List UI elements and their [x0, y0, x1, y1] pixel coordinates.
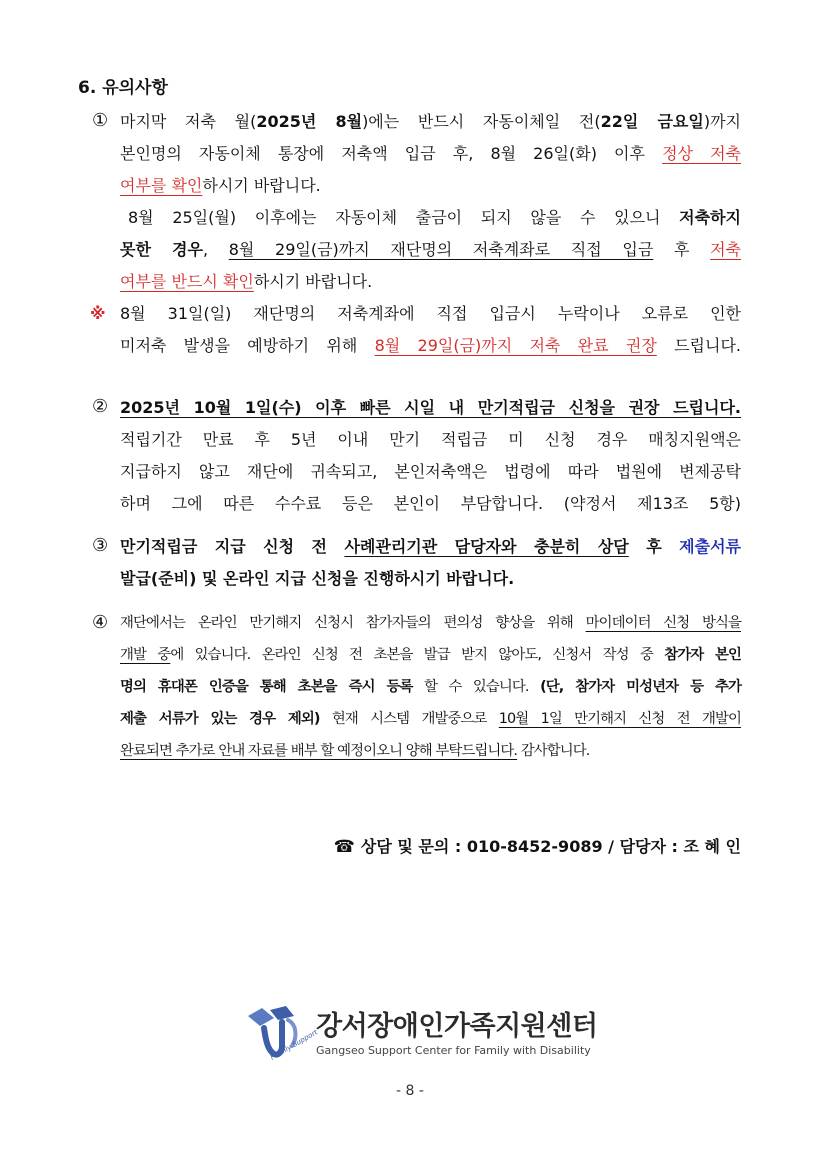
highlight-red: 여부를 확인: [120, 176, 203, 195]
item1-line1: [120, 106, 741, 138]
org-subtitle: Gangseo Support Center for Family with Disability: [316, 1044, 591, 1057]
text: 미저축 발생을 예방하기 위해: [120, 336, 375, 355]
highlight-red: 정상 저축: [662, 144, 741, 163]
item-number-2: ②: [92, 396, 109, 417]
item4-line3: [120, 671, 741, 703]
org-name: 강서장애인가족지원센터: [316, 1011, 598, 1042]
item1-line3: [120, 170, 741, 202]
section-heading: 6. 유의사항: [78, 78, 168, 98]
item3-line1: [120, 531, 741, 563]
text: ,: [202, 240, 229, 259]
highlight-red: 저축: [710, 240, 741, 259]
note-line1: 8월 31일(일) 재단명의 저축계좌에 직접 입금시 누락이나 오류로 인한: [120, 304, 741, 323]
text: 현재 시스템 개발중으로: [319, 711, 499, 727]
text: 할 수 있습니다.: [412, 679, 541, 695]
text: 후: [653, 240, 711, 259]
text: 8월 25일(월) 이후에는 자동이체 출금이 되지 않을 수 있으니: [128, 208, 680, 227]
text-bold: (단, 참가자 미성년자 등 추가: [540, 679, 741, 695]
item1-line4: [120, 202, 741, 234]
item3-line2: 발급(준비) 및 온라인 지급 신청을 진행하시기 바랍니다.: [120, 569, 515, 588]
item1-line6: [120, 266, 741, 298]
item-number-1: ①: [92, 110, 109, 131]
text: 감사합니다.: [517, 743, 590, 759]
text-underlined: 10월 1일 만기해지 신청 전 개발이: [498, 711, 741, 727]
highlight-blue: 제출서류: [679, 537, 741, 556]
text-underlined: 완료되면 추가로 안내 자료를 배부 할 예정이오니 양해 부탁드립니다.: [120, 743, 518, 759]
logo-mark-text: Family Support: [269, 1028, 319, 1062]
item2-line4: 하며 그에 따른 수수료 등은 본인이 부담합니다. (약정서 제13조 5항): [120, 494, 741, 513]
text: 후: [628, 537, 680, 556]
note-mark: ※: [90, 304, 106, 323]
text-underlined: 개발 중: [120, 647, 171, 663]
text-bold: 22일 금요일: [600, 112, 704, 131]
item1-line5: [120, 234, 741, 266]
text-underlined: 사례관리기관 담당자와 충분히 상담: [344, 537, 629, 556]
text-bold: 참가자 본인: [664, 647, 742, 663]
text: 만기적립금 지급 신청 전: [120, 537, 345, 556]
phone-icon: ☎: [333, 837, 355, 857]
text: )까지: [703, 112, 741, 131]
contact-info: [334, 834, 741, 857]
item-number-4: ④: [92, 612, 109, 633]
highlight-red: 여부를 반드시 확인: [120, 272, 254, 291]
highlight-red: 8월 29일(금)까지 저축 완료 권장: [374, 336, 657, 355]
contact-text: 상담 및 문의 : 010-8452-9089 / 담당자 : 조 혜 인: [360, 837, 741, 856]
item4-line5: [120, 735, 741, 767]
text-bold: 못한 경우: [120, 240, 203, 259]
text: )에는 반드시 자동이체일 전(: [362, 112, 601, 131]
item4-line2: [120, 639, 741, 671]
text: 마지막 저축 월(: [120, 112, 257, 131]
item4-line1: [120, 607, 741, 639]
text-underlined: 마이데이터 신청 방식을: [585, 615, 741, 631]
text-underlined: 8월 29일(금)까지 재단명의 저축계좌로 직접 입금: [228, 240, 654, 259]
text: 에 있습니다. 온라인 신청 전 초본을 발급 받지 않아도, 신청서 작성 중: [170, 647, 665, 663]
text-bold: 명의 휴대폰 인증을 통해 초본을 즉시 등록: [120, 679, 413, 695]
item2-line3: 지급하지 않고 재단에 귀속되고, 본인저축액은 법령에 따라 법원에 변제공탁: [120, 462, 741, 481]
text-bold: 2025년 8월: [256, 112, 363, 131]
note-line2: [120, 330, 741, 362]
text: 하시기 바랍니다.: [202, 176, 321, 195]
text: 본인명의 자동이체 통장에 저축액 입금 후, 8월 26일(화) 이후: [120, 144, 663, 163]
item-number-3: ③: [92, 535, 109, 556]
item1-line2: [120, 138, 741, 170]
item4-line4: [120, 703, 741, 735]
family-support-logo-icon: [244, 1002, 319, 1064]
text-bold: 제출 서류가 있는 경우 제외): [120, 711, 320, 727]
text: 드립니다.: [656, 336, 741, 355]
item2-line2: 적립기간 만료 후 5년 이내 만기 적립금 미 신청 경우 매칭지원액은: [120, 430, 741, 449]
text: 하시기 바랍니다.: [253, 272, 373, 291]
page-number: - 8 -: [396, 1083, 424, 1099]
org-logo: [244, 1002, 598, 1064]
item2-line1: 2025년 10월 1일(수) 이후 빠른 시일 내 만기적립금 신청을 권장 드립니다.: [120, 398, 741, 417]
text: 재단에서는 온라인 만기해지 신청시 참가자들의 편의성 향상을 위해: [120, 615, 586, 631]
text-bold: 저축하지: [679, 208, 741, 227]
